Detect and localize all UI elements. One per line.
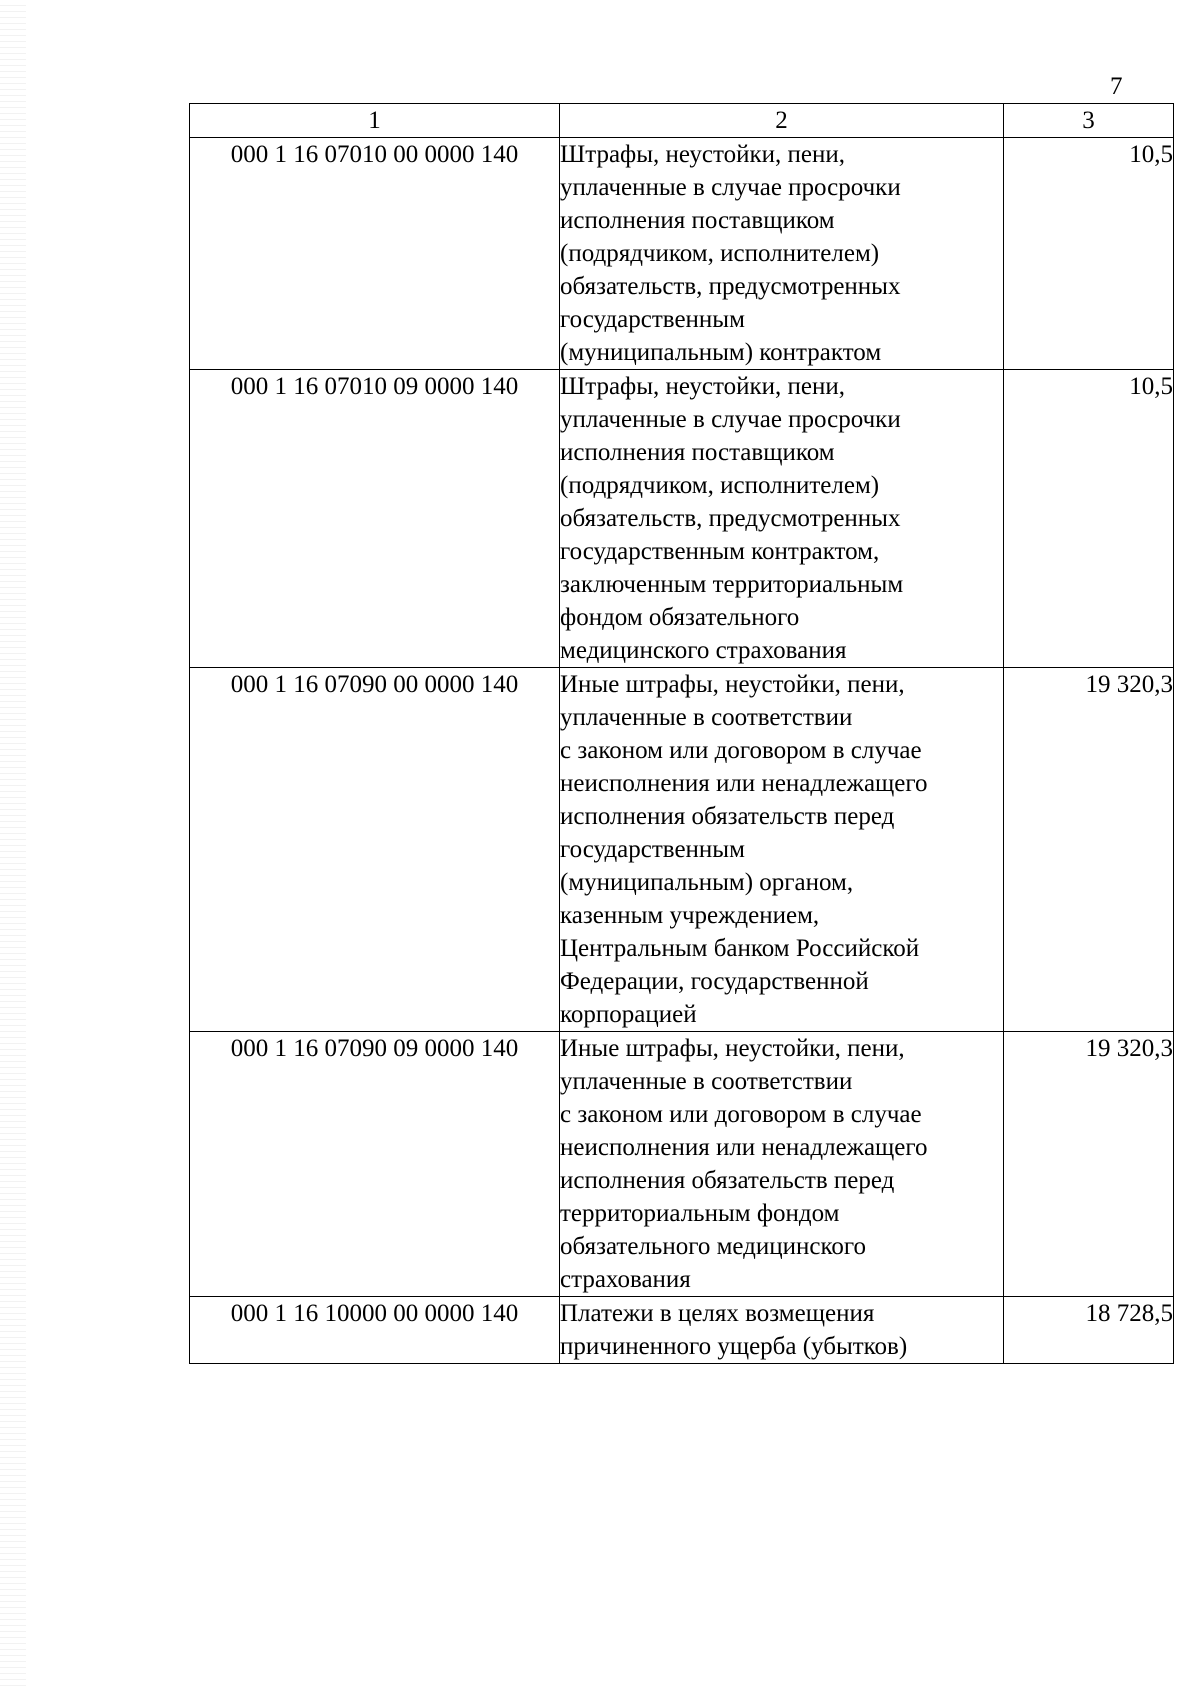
description-cell <box>560 668 1004 1032</box>
description-line: уплаченные в случае просрочки <box>560 174 901 201</box>
code-cell: 000 1 16 07010 00 0000 140 <box>190 138 560 370</box>
description-line: Штрафы, неустойки, пени, <box>560 141 845 168</box>
description-line: Штрафы, неустойки, пени, <box>560 373 845 400</box>
code-cell: 000 1 16 07010 09 0000 140 <box>190 370 560 668</box>
description-line: исполнения обязательств перед <box>560 1167 895 1194</box>
description-line: причиненного ущерба (убытков) <box>560 1333 908 1360</box>
description-line: территориальным фондом <box>560 1200 840 1227</box>
description-line: обязательств, предусмотренных <box>560 505 901 532</box>
amount-cell: 19 320,3 <box>1004 1032 1174 1297</box>
page-number: 7 <box>1110 73 1123 100</box>
description-line: с законом или договором в случае <box>560 737 922 764</box>
description-cell <box>560 138 1004 370</box>
revenue-table <box>189 103 1174 1364</box>
description-cell <box>560 370 1004 668</box>
description-line: заключенным территориальным <box>560 571 904 598</box>
description-line: с законом или договором в случае <box>560 1101 922 1128</box>
description-line: уплаченные в случае просрочки <box>560 406 901 433</box>
header-cell-code: 1 <box>190 104 560 138</box>
description-line: неисполнения или ненадлежащего <box>560 770 928 797</box>
code-cell: 000 1 16 07090 00 0000 140 <box>190 668 560 1032</box>
amount-cell: 10,5 <box>1004 138 1174 370</box>
description-line: Иные штрафы, неустойки, пени, <box>560 671 905 698</box>
description-line: уплаченные в соответствии <box>560 704 853 731</box>
header-cell-amount: 3 <box>1004 104 1174 138</box>
description-line: неисполнения или ненадлежащего <box>560 1134 928 1161</box>
description-cell <box>560 1297 1004 1364</box>
scan-edge-artifact <box>0 0 26 1686</box>
amount-cell: 10,5 <box>1004 370 1174 668</box>
description-line: (подрядчиком, исполнителем) <box>560 240 880 267</box>
amount-cell: 19 320,3 <box>1004 668 1174 1032</box>
description-line: исполнения поставщиком <box>560 439 835 466</box>
description-line: фондом обязательного <box>560 604 800 631</box>
description-line: государственным <box>560 306 745 333</box>
amount-cell: 18 728,5 <box>1004 1297 1174 1364</box>
description-line: Иные штрафы, неустойки, пени, <box>560 1035 905 1062</box>
description-line: уплаченные в соответствии <box>560 1068 853 1095</box>
description-line: страхования <box>560 1266 691 1293</box>
description-line: Федерации, государственной <box>560 968 869 995</box>
table-row <box>190 1297 1174 1364</box>
description-line: Центральным банком Российской <box>560 935 920 962</box>
code-cell: 000 1 16 10000 00 0000 140 <box>190 1297 560 1364</box>
table-row <box>190 138 1174 370</box>
description-line: государственным контрактом, <box>560 538 880 565</box>
code-cell: 000 1 16 07090 09 0000 140 <box>190 1032 560 1297</box>
header-cell-description: 2 <box>560 104 1004 138</box>
description-line: исполнения обязательств перед <box>560 803 895 830</box>
description-line: исполнения поставщиком <box>560 207 835 234</box>
description-cell <box>560 1032 1004 1297</box>
description-line: (муниципальным) органом, <box>560 869 854 896</box>
description-line: государственным <box>560 836 745 863</box>
description-line: обязательств, предусмотренных <box>560 273 901 300</box>
description-line: обязательного медицинского <box>560 1233 867 1260</box>
description-line: казенным учреждением, <box>560 902 820 929</box>
description-line: (подрядчиком, исполнителем) <box>560 472 880 499</box>
description-line: Платежи в целях возмещения <box>560 1300 875 1327</box>
header-row <box>190 104 1174 138</box>
description-line: (муниципальным) контрактом <box>560 339 882 366</box>
description-line: корпорацией <box>560 1001 697 1028</box>
table-row <box>190 668 1174 1032</box>
table-row <box>190 1032 1174 1297</box>
table-row <box>190 370 1174 668</box>
table-body <box>190 104 1174 1364</box>
description-line: медицинского страхования <box>560 637 847 664</box>
